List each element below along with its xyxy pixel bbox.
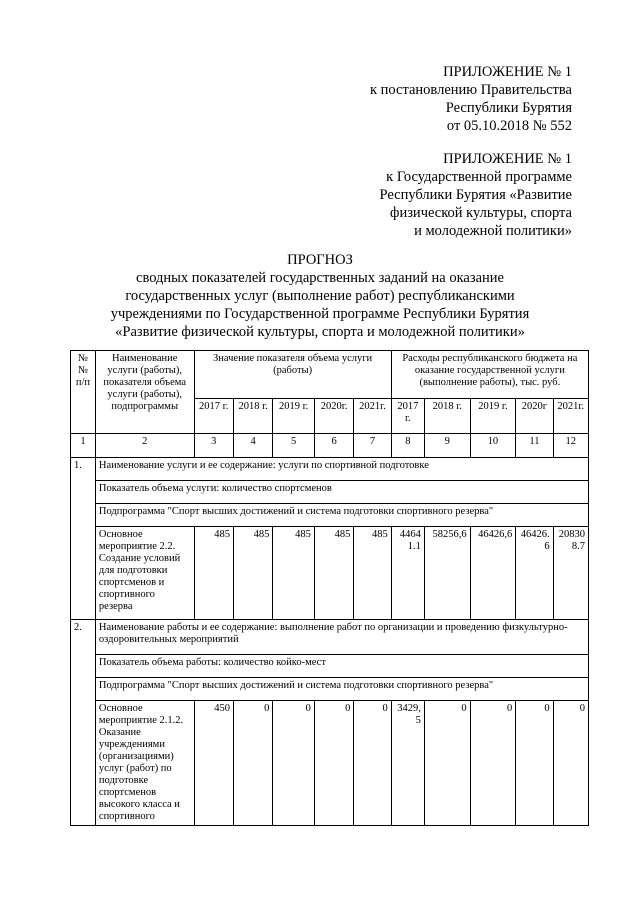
section-2-service-row	[71, 620, 589, 655]
appendix-2-line: к Государственной программе	[386, 169, 572, 185]
col-number: 9	[424, 434, 470, 458]
col-number: 2	[95, 434, 194, 458]
column-numbers-row	[71, 434, 589, 458]
year-cell: 2018 г.	[424, 399, 470, 434]
section-1-indicator-row	[71, 481, 589, 504]
appendix-2-title: ПРИЛОЖЕНИЕ № 1	[443, 151, 572, 167]
col-number: 12	[553, 434, 588, 458]
section-2-data-row	[71, 701, 589, 826]
value-cell: 485	[354, 527, 391, 620]
title-heading: ПРОГНОЗ	[287, 252, 353, 268]
appendix-1-line: к постановлению Правительства	[370, 82, 572, 98]
col-number: 4	[233, 434, 272, 458]
appendix-2-line: Республики Бурятия «Развитие	[379, 187, 572, 203]
title-line: сводных показателей государственных заданий на оказание	[136, 270, 504, 286]
col-number: 8	[391, 434, 424, 458]
indicator-name: Показатель объема работы: количество койко-мест	[95, 655, 588, 678]
value-cell: 0	[233, 701, 272, 826]
appendix-1-title: ПРИЛОЖЕНИЕ № 1	[443, 64, 572, 80]
subprogram-name: Подпрограмма "Спорт высших достижений и система подготовки спортивного резерва"	[95, 504, 588, 527]
year-cell: 2020г	[516, 399, 553, 434]
appendix-2-header	[379, 150, 572, 240]
value-cell: 485	[314, 527, 353, 620]
col-number: 11	[516, 434, 553, 458]
value-cell: 485	[194, 527, 233, 620]
section-number: 1.	[71, 458, 96, 620]
year-cell: 2017 г.	[194, 399, 233, 434]
value-cell: 208308.7	[553, 527, 588, 620]
header-num: № № п/п	[71, 351, 96, 434]
value-cell: 0	[354, 701, 391, 826]
subprogram-name: Подпрограмма "Спорт высших достижений и система подготовки спортивного резерва"	[95, 678, 588, 701]
value-cell: 485	[233, 527, 272, 620]
appendix-2-line: физической культуры, спорта	[390, 205, 572, 221]
forecast-table	[70, 350, 589, 826]
section-1-data-row	[71, 527, 589, 620]
section-2-indicator-row	[71, 655, 589, 678]
value-cell: 0	[273, 701, 315, 826]
header-row	[71, 351, 589, 399]
year-cell: 2020г.	[314, 399, 353, 434]
appendix-1-date: от 05.10.2018 № 552	[446, 118, 572, 134]
indicator-name: Показатель объема услуги: количество спортсменов	[95, 481, 588, 504]
appendix-1-header	[370, 63, 572, 135]
value-cell: 485	[273, 527, 315, 620]
col-number: 10	[470, 434, 516, 458]
document-title	[0, 251, 640, 341]
value-cell: 450	[194, 701, 233, 826]
appendix-2-line: и молодежной политики»	[414, 223, 572, 239]
col-number: 7	[354, 434, 391, 458]
value-cell: 58256,6	[424, 527, 470, 620]
header-name: Наименование услуги (работы), показателя объема услуги (работы), подпрограммы	[95, 351, 194, 434]
section-1-service-row	[71, 458, 589, 481]
value-cell: 0	[516, 701, 553, 826]
service-name: Наименование работы и ее содержание: выполнение работ по организации и проведению физкультурно-оздоровительных мероприятий	[95, 620, 588, 655]
year-cell: 2019 г.	[273, 399, 315, 434]
value-cell: 46426.6	[516, 527, 553, 620]
year-cell: 2021г.	[553, 399, 588, 434]
header-volume: Значение показателя объема услуги (работы)	[194, 351, 391, 399]
service-name: Наименование услуги и ее содержание: услуги по спортивной подготовке	[95, 458, 588, 481]
col-number: 3	[194, 434, 233, 458]
title-line: «Развитие физической культуры, спорта и молодежной политики»	[115, 324, 525, 340]
appendix-1-line: Республики Бурятия	[445, 100, 572, 116]
col-number: 5	[273, 434, 315, 458]
title-line: государственных услуг (выполнение работ) республиканскими	[125, 288, 515, 304]
value-cell: 3429,5	[391, 701, 424, 826]
col-number: 6	[314, 434, 353, 458]
header-expense: Расходы республиканского бюджета на оказание государственной услуги (выполнение работы), тыс. руб.	[391, 351, 588, 399]
value-cell: 44641.1	[391, 527, 424, 620]
section-2-subprogram-row	[71, 678, 589, 701]
title-line: учреждениями по Государственной программе Республики Бурятия	[110, 306, 530, 322]
value-cell: 0	[553, 701, 588, 826]
activity-name: Основное мероприятие 2.1.2. Оказание учреждениями (организациями) услуг (работ) по подготовке спортсменов высокого класса и спортивного	[95, 701, 194, 826]
value-cell: 0	[314, 701, 353, 826]
section-number: 2.	[71, 620, 96, 826]
activity-name: Основное мероприятие 2.2. Создание условий для подготовки спортсменов и спортивного резерва	[95, 527, 194, 620]
section-1-subprogram-row	[71, 504, 589, 527]
col-number: 1	[71, 434, 96, 458]
year-cell: 2017 г.	[391, 399, 424, 434]
value-cell: 0	[470, 701, 516, 826]
year-cell: 2018 г.	[233, 399, 272, 434]
value-cell: 0	[424, 701, 470, 826]
year-cell: 2019 г.	[470, 399, 516, 434]
year-cell: 2021г.	[354, 399, 391, 434]
value-cell: 46426,6	[470, 527, 516, 620]
